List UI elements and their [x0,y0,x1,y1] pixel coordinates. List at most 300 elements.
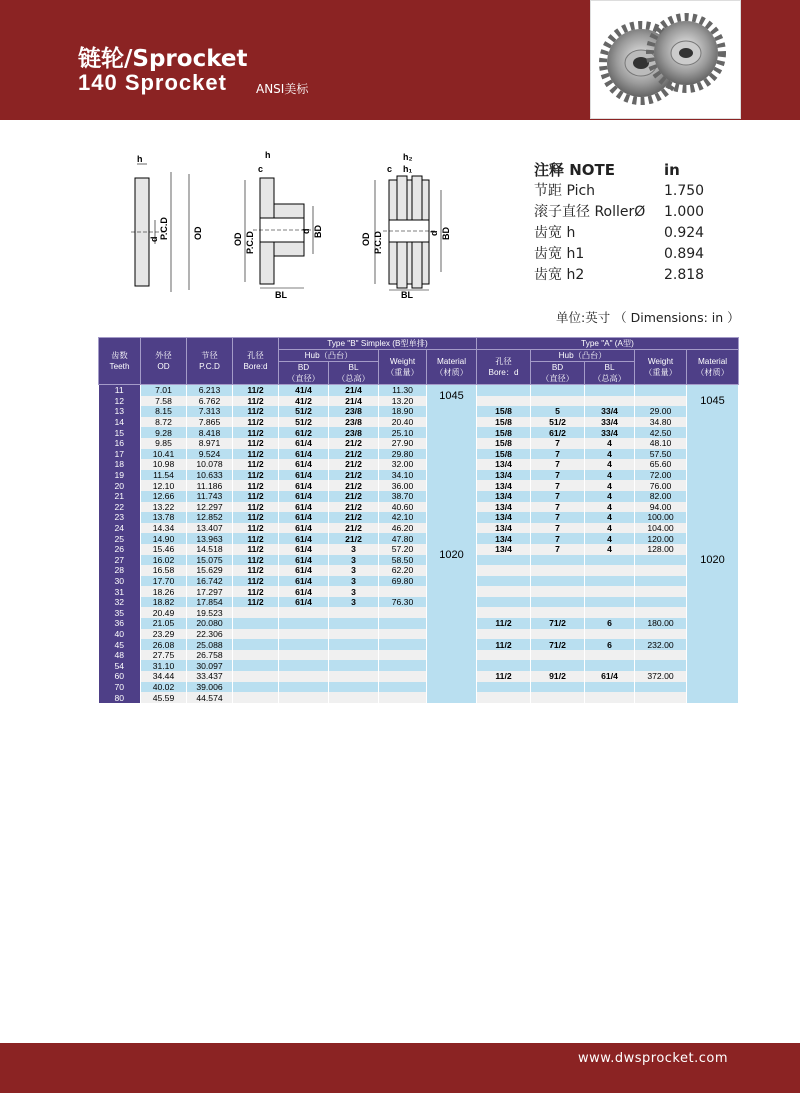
table-cell [477,692,531,703]
table-cell [585,576,635,587]
label-bl-2: BL [275,290,287,300]
table-cell: 20.49 [141,607,187,618]
table-cell [279,607,329,618]
table-cell: 51/2 [279,417,329,428]
header-material-b: Material （材质） [427,350,477,385]
table-cell: 4 [585,449,635,460]
header-weight-a: Weight （重量） [635,350,687,385]
table-cell [477,385,531,396]
table-cell: 7 [531,491,585,502]
table-cell: 72.00 [635,470,687,481]
note-row [534,181,714,202]
table-cell: 58.50 [379,555,427,566]
table-cell: 80 [99,692,141,703]
website-url: www.dwsprocket.com [578,1051,728,1066]
table-cell: 9.85 [141,438,187,449]
table-cell: 21/2 [329,470,379,481]
table-cell: 45.59 [141,692,187,703]
table-row [99,671,739,682]
table-cell: 11/2 [233,438,279,449]
table-cell [279,618,329,629]
table-row [99,618,739,629]
table-cell [477,565,531,576]
table-cell [233,692,279,703]
table-cell: 19.523 [187,607,233,618]
table-cell: 27.75 [141,650,187,661]
table-cell: 28 [99,565,141,576]
table-cell: 104.00 [635,523,687,534]
table-cell: 12.297 [187,502,233,513]
table-row [99,607,739,618]
table-cell [379,629,427,640]
table-cell: 33.437 [187,671,233,682]
table-cell: 8.72 [141,417,187,428]
table-cell [531,682,585,693]
table-cell: 7.01 [141,385,187,396]
table-cell: 76.00 [635,480,687,491]
table-cell: 21/2 [329,449,379,460]
table-cell [329,671,379,682]
table-cell [279,660,329,671]
table-cell [379,639,427,650]
table-cell [329,682,379,693]
table-cell: 12 [99,396,141,407]
table-cell: 39.006 [187,682,233,693]
table-cell: 4 [585,470,635,481]
table-cell: 71/2 [531,639,585,650]
table-cell: 11/2 [233,597,279,608]
table-cell: 7 [531,533,585,544]
table-cell: 5 [531,406,585,417]
table-cell: 15/8 [477,417,531,428]
note-label: 齿宽 h2 [534,267,585,283]
header-bd-a: BD （直径） [531,362,585,385]
table-cell: 11/2 [477,671,531,682]
table-cell: 10.98 [141,459,187,470]
table-cell [635,576,687,587]
note-label: 节距 Pich [534,183,596,199]
table-row [99,533,739,544]
table-cell: 180.00 [635,618,687,629]
table-cell: 16.58 [141,565,187,576]
table-cell: 7 [531,480,585,491]
table-cell: 57.20 [379,544,427,555]
table-cell: 120.00 [635,533,687,544]
note-value: 0.924 [664,225,705,241]
table-cell [329,639,379,650]
table-row [99,565,739,576]
label-od-1: OD [193,226,203,240]
table-cell: 372.00 [635,671,687,682]
label-c-2: c [258,164,264,174]
table-cell: 7.865 [187,417,233,428]
table-cell: 27.90 [379,438,427,449]
table-cell: 29.00 [635,406,687,417]
table-cell: 31 [99,586,141,597]
table-cell [279,692,329,703]
table-cell [635,385,687,396]
table-cell: 20.080 [187,618,233,629]
table-cell: 13.22 [141,502,187,513]
table-cell: 21/2 [329,533,379,544]
table-cell: 15/8 [477,427,531,438]
table-cell: 11/2 [477,639,531,650]
table-cell [635,682,687,693]
table-cell [477,586,531,597]
table-cell: 33/4 [585,427,635,438]
table-cell [233,607,279,618]
table-cell [233,682,279,693]
table-cell [329,660,379,671]
table-cell: 36.00 [379,480,427,491]
table-cell: 40.60 [379,502,427,513]
table-cell: 11/2 [233,459,279,470]
table-cell [329,692,379,703]
table-cell: 40.02 [141,682,187,693]
table-row [99,639,739,650]
label-c-3: c [387,164,393,174]
header-teeth: 齿数 Teeth [99,338,141,385]
material-b-cell: 1045 [427,385,477,407]
technical-drawings [125,150,465,300]
units-label: 单位:英寸 （ Dimensions: in ） [556,310,740,325]
table-cell: 13.20 [379,396,427,407]
table-cell: 70 [99,682,141,693]
table-cell: 12.66 [141,491,187,502]
table-cell [379,586,427,597]
material-a-cell: 1045 [687,385,739,417]
table-cell: 3 [329,586,379,597]
table-cell: 11/2 [233,544,279,555]
label-h2: h₂ [403,152,413,162]
table-cell: 30.097 [187,660,233,671]
table-cell: 26 [99,544,141,555]
table-cell: 4 [585,438,635,449]
table-cell: 11/2 [233,449,279,460]
table-cell: 21/2 [329,502,379,513]
drawing-type-a-hub [361,152,451,300]
table-cell: 13/4 [477,512,531,523]
table-cell: 4 [585,544,635,555]
table-row [99,480,739,491]
table-cell: 7.313 [187,406,233,417]
table-cell: 13.963 [187,533,233,544]
table-cell: 48.10 [635,438,687,449]
table-cell: 61/4 [279,533,329,544]
table-cell: 14.34 [141,523,187,534]
table-cell: 21/4 [329,385,379,396]
table-row [99,385,739,396]
table-cell: 61/4 [279,480,329,491]
table-cell: 61/4 [279,438,329,449]
label-d-1: d [149,236,159,242]
table-cell: 3 [329,565,379,576]
header-od: 外径 OD [141,338,187,385]
table-cell [279,671,329,682]
table-cell: 33/4 [585,406,635,417]
table-cell [477,660,531,671]
table-cell: 15.075 [187,555,233,566]
table-cell [477,650,531,661]
table-cell: 15/8 [477,406,531,417]
table-cell: 23/8 [329,427,379,438]
table-cell: 6 [585,639,635,650]
table-cell [279,629,329,640]
table-cell [531,607,585,618]
table-cell: 12.852 [187,512,233,523]
table-cell: 16.742 [187,576,233,587]
table-cell: 7 [531,512,585,523]
table-cell: 11/2 [233,385,279,396]
table-cell: 6.213 [187,385,233,396]
table-cell: 34.10 [379,470,427,481]
table-cell [379,650,427,661]
table-cell: 11/2 [233,555,279,566]
notes-header-label: 注释 NOTE [534,161,616,179]
table-cell [279,639,329,650]
table-cell: 61/4 [279,576,329,587]
table-cell: 25.088 [187,639,233,650]
table-row [99,597,739,608]
table-cell: 46.20 [379,523,427,534]
table-cell [635,597,687,608]
table-cell: 25.10 [379,427,427,438]
label-bd-3: BD [441,227,451,240]
table-cell: 11 [99,385,141,396]
table-cell: 11/2 [233,576,279,587]
table-cell: 91/2 [531,671,585,682]
table-cell: 4 [585,480,635,491]
table-cell [585,650,635,661]
table-cell: 11/2 [233,480,279,491]
table-cell: 69.80 [379,576,427,587]
table-cell [233,618,279,629]
table-cell [531,692,585,703]
table-cell: 15/8 [477,438,531,449]
table-cell [635,555,687,566]
table-row [99,459,739,470]
table-cell: 13/4 [477,480,531,491]
table-cell: 16 [99,438,141,449]
table-cell [635,650,687,661]
table-cell [585,682,635,693]
table-row [99,449,739,460]
table-cell: 11.54 [141,470,187,481]
table-cell: 61/4 [279,597,329,608]
table-cell [585,629,635,640]
table-cell [233,660,279,671]
table-cell: 11/2 [233,586,279,597]
table-cell [635,396,687,407]
table-cell [477,555,531,566]
table-cell: 22 [99,502,141,513]
table-cell [233,639,279,650]
table-cell: 38.70 [379,491,427,502]
table-cell: 13/4 [477,502,531,513]
label-d-3: d [429,230,439,236]
table-cell: 31.10 [141,660,187,671]
table-cell [531,576,585,587]
note-label: 齿宽 h1 [534,246,585,262]
table-cell: 7 [531,523,585,534]
table-cell: 34.44 [141,671,187,682]
note-value: 2.818 [664,267,705,283]
table-cell: 100.00 [635,512,687,523]
header-bl-b: BL （总高） [329,362,379,385]
label-bl-3: BL [401,290,413,300]
table-row [99,427,739,438]
header-bore-b: 孔径 Bore:d [233,338,279,385]
table-cell: 11/2 [233,417,279,428]
table-row [99,682,739,693]
label-od-3: OD [361,232,371,246]
table-cell [531,650,585,661]
table-cell: 7.58 [141,396,187,407]
header-bl-a: BL （总高） [585,362,635,385]
table-cell: 3 [329,597,379,608]
table-cell: 61/4 [279,544,329,555]
table-cell: 7 [531,470,585,481]
table-cell: 21 [99,491,141,502]
table-cell: 23.29 [141,629,187,640]
table-cell: 42.50 [635,427,687,438]
table-cell: 32 [99,597,141,608]
notes-panel [534,160,714,286]
table-cell: 21/2 [329,459,379,470]
table-cell: 11/2 [233,512,279,523]
table-cell: 15/8 [477,449,531,460]
table-cell: 9.524 [187,449,233,460]
table-cell: 13 [99,406,141,417]
table-cell [531,396,585,407]
header-type-a: Type "A" (A型) [477,338,739,350]
table-cell: 4 [585,512,635,523]
table-cell: 15 [99,427,141,438]
table-cell: 7 [531,449,585,460]
table-cell: 21/2 [329,491,379,502]
table-cell: 40 [99,629,141,640]
table-cell: 61/4 [279,470,329,481]
table-cell: 18.90 [379,406,427,417]
table-cell: 62.20 [379,565,427,576]
table-cell: 11/2 [233,523,279,534]
table-cell: 3 [329,544,379,555]
table-cell [635,692,687,703]
table-cell [233,650,279,661]
table-cell: 65.60 [635,459,687,470]
table-cell: 14.518 [187,544,233,555]
table-cell: 7 [531,502,585,513]
table-cell: 13/4 [477,491,531,502]
label-od-2: OD [233,232,243,246]
note-label: 滚子直径 RollerØ [534,204,646,220]
table-cell: 13/4 [477,523,531,534]
table-cell: 30 [99,576,141,587]
header-bore-a: 孔径 Bore：d [477,350,531,385]
table-cell: 94.00 [635,502,687,513]
table-cell: 11/2 [233,427,279,438]
table-cell: 61/4 [279,502,329,513]
table-cell [477,396,531,407]
table-cell: 13/4 [477,533,531,544]
table-cell [585,586,635,597]
label-pcd-2: P.C.D [245,231,255,254]
table-cell: 11.30 [379,385,427,396]
header-material-a: Material （材质） [687,350,739,385]
label-pcd-1: P.C.D [159,217,169,240]
table-cell [477,607,531,618]
table-cell: 33/4 [585,417,635,428]
table-cell [531,597,585,608]
table-cell: 23 [99,512,141,523]
table-cell: 8.971 [187,438,233,449]
table-cell: 61/4 [279,449,329,460]
table-row [99,406,739,417]
table-cell: 11.186 [187,480,233,491]
table-cell: 71/2 [531,618,585,629]
table-cell: 21/2 [329,523,379,534]
table-cell: 22.306 [187,629,233,640]
table-cell: 29.80 [379,449,427,460]
table-cell: 61/4 [279,555,329,566]
table-cell: 11/2 [233,491,279,502]
table-cell: 13/4 [477,544,531,555]
table-row [99,438,739,449]
table-cell: 13.407 [187,523,233,534]
table-cell [379,607,427,618]
table-row [99,470,739,481]
table-cell: 6.762 [187,396,233,407]
table-cell: 23/8 [329,417,379,428]
table-row [99,629,739,640]
table-row [99,512,739,523]
table-cell [635,586,687,597]
table-cell [585,555,635,566]
table-cell: 128.00 [635,544,687,555]
table-cell: 12.10 [141,480,187,491]
drawing-type-b-hub [233,150,323,300]
table-cell: 15.46 [141,544,187,555]
table-cell: 48 [99,650,141,661]
table-cell: 4 [585,491,635,502]
table-cell: 8.418 [187,427,233,438]
table-cell: 21/4 [329,396,379,407]
table-cell: 61/4 [279,523,329,534]
table-cell: 45 [99,639,141,650]
table-row [99,586,739,597]
table-cell: 44.574 [187,692,233,703]
table-cell: 19 [99,470,141,481]
table-cell: 18.82 [141,597,187,608]
table-row [99,650,739,661]
table-cell: 35 [99,607,141,618]
table-cell: 47.80 [379,533,427,544]
table-row [99,502,739,513]
table-cell [531,385,585,396]
table-cell: 61/4 [279,459,329,470]
table-cell: 4 [585,459,635,470]
header-weight-b: Weight （重量） [379,350,427,385]
table-cell [329,650,379,661]
table-cell [379,682,427,693]
table-cell: 36 [99,618,141,629]
table-cell: 11/2 [233,406,279,417]
note-row [534,265,714,286]
table-cell [379,660,427,671]
table-cell: 7 [531,438,585,449]
table-cell: 61/4 [279,565,329,576]
table-cell: 26.08 [141,639,187,650]
